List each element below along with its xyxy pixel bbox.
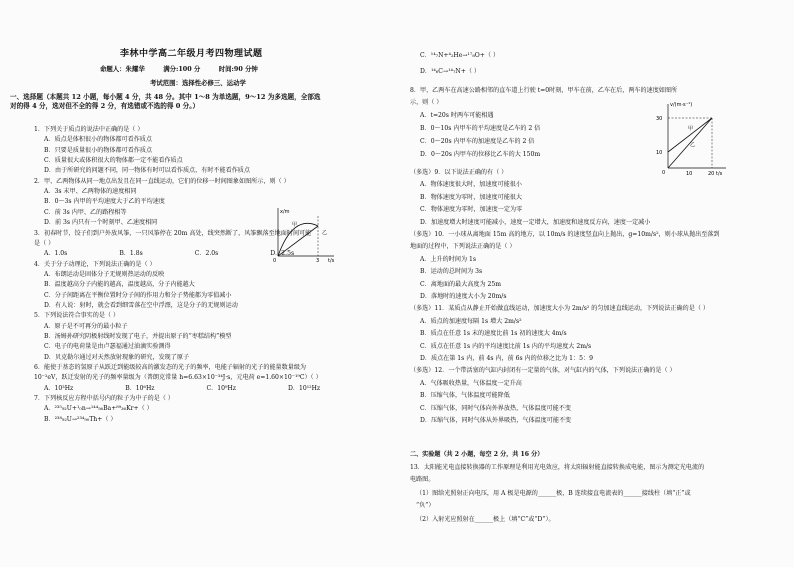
- st-series-a-label: 甲: [292, 222, 298, 228]
- vt-xlabel: t/s: [716, 171, 723, 177]
- option-line: C．分子间距离在平衡位置时分子间的作用力和分子势能都为零值减小: [44, 291, 232, 299]
- question-8-option: B．0～10s 内甲车的平均速度是乙车的 2 倍: [420, 125, 541, 132]
- question-8-stem-cont: 示，则（ ）: [410, 99, 443, 106]
- st-xlabel: t/s: [328, 258, 335, 264]
- question-8-option: A．t=20s 时两车可能相遇: [420, 112, 494, 119]
- option-line: B．²³⁸₉₂U→²³⁴₉₀Th+（ ）: [44, 415, 117, 423]
- question-line: （多选）10．一小球从离地面 15m 高的地方，以 10m/s 的速度竖直向上抛出，g=10m/s²，则小球从抛出至落到: [410, 231, 720, 238]
- question-8-option: C．0～20s 内甲车的加速度是乙车的 2 倍: [420, 138, 535, 145]
- question-8-option: D．0～20s 内甲车的位移比乙车的大 150m: [420, 151, 541, 158]
- option-line: A．3s 末甲、乙两物体的速度相同: [44, 188, 137, 196]
- option-line: A．物体速度很大时，加速度可能很小: [420, 181, 522, 189]
- vt-ylabel: v/(m·s⁻¹): [670, 102, 693, 108]
- option-line: D．贝克勒尔通过对天然放射现象的研究，发现了原子: [44, 353, 190, 361]
- question-13-stem-cont: 电路图。: [410, 476, 435, 483]
- inline-options: [44, 386, 372, 392]
- question-line: （多选）9．以下说法正确的有（ ）: [410, 169, 508, 176]
- question-line: 是（ ）: [34, 239, 55, 247]
- question-line: 1．下列关于质点的说法中正确的是（ ）: [34, 126, 144, 133]
- question-line: 地面的过程中，下列说法正确的是（ ）: [410, 243, 516, 251]
- option-line: C．压缩气体，同时气体向外界放热，气体温度可能不变: [420, 404, 571, 412]
- vt-series-a-label: 甲: [688, 126, 694, 132]
- vt-ytick-30: 30: [656, 116, 663, 122]
- vt-xtick-10: 10: [686, 171, 693, 177]
- section-1-heading-line1: 一、选择题（本题共 12 小题，每小题 4 分，共 48 分。其中 1～8 为单选题，9～12 为多选题，全部选: [10, 93, 321, 101]
- question-13-part-2: （2）入射光应照射在______极上（填“C”或“D”）。: [416, 516, 555, 523]
- full-score: 满分:100 分: [163, 65, 201, 73]
- option-line: C．前 3s 内甲、乙的路程相等: [44, 208, 127, 216]
- option-line: C．物体速度为零时，加速度一定为零: [420, 206, 523, 214]
- option-line: D．由于所研究的问题不同，同一物体有时可以看作质点，有时不能看作质点: [44, 167, 250, 175]
- option-line: D．加速度增大时速度可能减小，速度一定增大，加速度和速度反方向，速度一定减小: [420, 218, 651, 226]
- option-line: C．¹⁴₇N+⁴₂He→¹⁷₈O+（ ）: [420, 52, 499, 59]
- author: 命题人：朱耀华: [100, 65, 145, 73]
- option-line: A．质点是体积很小的物体都可看作质点: [44, 136, 152, 144]
- option-line: A．²³⁵₉₂U+¹₀n→¹⁴⁴₅₆Ba+⁸⁹₃₆Kr+（ ）: [44, 405, 153, 413]
- vt-series-b-label: 乙: [690, 142, 696, 148]
- velocity-time-graph: [650, 98, 730, 178]
- st-line-b: [278, 226, 318, 256]
- option-line: D．落地时的速度大小为 20m/s: [420, 293, 507, 300]
- question-line: 6．能使于基态的氢原子从跃迁到能级较高的激发态的光子的频率，电能子辐射的光子的能量数量级为: [34, 364, 307, 372]
- option-line: D．有人说：射时，就会看到细雪落在空中浮漂，这是分子的无规则运动: [44, 301, 238, 309]
- vt-xtick-20: 20: [708, 171, 715, 177]
- option-line: D．压缩气体，同时气体从外界吸热，气体温度可能不变: [420, 417, 572, 424]
- question-line: （多选）11．某质点从静止开始做直线运动，加速度大小为 2m/s² 的匀加速直线运动，下列说法正确的是（ ）: [410, 305, 709, 313]
- option-line: B．压缩气体，气体温度可能降低: [420, 392, 510, 400]
- option-line: B．汤姆孙研究阴极射线时发现了电子，并提出原子的“枣糕结构”模型: [44, 333, 232, 340]
- option-line: B．0～3s 内甲的平均速度大于乙的平均速度: [44, 198, 165, 206]
- option-line: C．质量很大或体积很大的物体都一定不能看作质点: [44, 157, 183, 165]
- exam-time: 时间:90 分钟: [218, 65, 258, 73]
- option-line: C．电子的电荷量是由卢瑟福通过油滴实验测得: [44, 343, 171, 351]
- option-item: B．10⁶Hz: [125, 384, 155, 392]
- question-8-stem: 8．甲、乙两车在高速公路相邻的直车道上行驶 t=0时刻，甲车在前，乙车在后，两车的速度如图所: [410, 87, 678, 94]
- option-line: A．原子是不可再分的最小粒子: [44, 322, 128, 330]
- question-line: 7．下列核反应方程中括号内的粒子为中子的是（ ）: [34, 395, 174, 403]
- question-line: 4．关于分子动理论，下列说法正确的是（ ）: [34, 260, 156, 268]
- option-line: B．温度越高分子内能的越高，温度越高，分子内能越大: [44, 281, 195, 289]
- option-line: A．气体吸收热量，气体温度一定升高: [420, 379, 522, 387]
- question-line: （多选）12．一个带活塞的气缸内封闭有一定量的气体，对气缸内的气体，下列说法正确的是（ ）: [410, 367, 676, 375]
- option-line: D．质点在第 1s 内，前 4s 内，前 6s 内的位移之比为 1：5：9: [420, 355, 593, 362]
- option-line: B．质点在任意 1s 末的速度比前 1s 初的速度大 4m/s: [420, 330, 567, 338]
- option-item: D．10¹²Hz: [288, 384, 321, 392]
- option-item: B．1.8s: [119, 250, 143, 258]
- position-time-graph: [268, 204, 338, 264]
- st-origin: 0: [273, 258, 277, 264]
- exam-scope: 考试范围：选择性必修三、运动学: [150, 79, 246, 87]
- option-line: C．质点在任意 1s 内的平均速度比前 1s 内的平均速度大 2m/s: [420, 342, 592, 350]
- section-2-heading: 二、实验题（共 2 小题，每空 2 分，共 16 分）: [410, 451, 544, 458]
- section-1-heading-line2: 对的得 4 分，选对但不全的得 2 分，有选错或不选的得 0 分。）: [10, 101, 200, 110]
- exam-meta: [100, 64, 258, 73]
- st-series-b-label: 乙: [322, 230, 328, 236]
- option-item: A．10³Hz: [44, 384, 74, 392]
- option-line: D．前 3s 内只有一个时刻甲、乙速度相同: [44, 219, 158, 227]
- section-1-heading: [10, 93, 400, 111]
- option-line: B．物体速度为零时，加速度可能很大: [420, 193, 522, 201]
- option-line: A．上升的时间为 1s: [420, 255, 476, 263]
- question-13-stem: 13．太阳能光电直接转换器的工作原理是利用光电效应，将太阳辐射能直接转换成电能，图示为测定光电流的: [410, 464, 705, 471]
- option-line: B．只要是质量很小的物体都可看作质点: [44, 146, 153, 154]
- option-item: C．10⁹Hz: [206, 384, 236, 392]
- question-line: 3．初春时节，饺子们到户外放风筝，一只风筝停在 20m 高处，线突然断了，风筝飘落至地面时间可能: [34, 229, 312, 237]
- option-line: A．质点的加速度每隔 1s 增大 2m/s²: [420, 317, 522, 325]
- vt-ytick-10: 10: [656, 150, 663, 156]
- option-line: B．运动的总时间为 3s: [420, 268, 483, 276]
- option-item: C．2.0s: [194, 250, 219, 258]
- option-item: A．1.0s: [44, 250, 68, 258]
- option-line: D．¹⁴₆C→¹⁴₇N+（ ）: [420, 68, 480, 75]
- option-item: D．2.5s: [270, 250, 295, 258]
- question-13-part-1-cont: “负”）: [416, 502, 435, 509]
- exam-title: 李林中学高二年级月考四物理试题: [120, 49, 263, 59]
- option-line: A．布朗运动是固体分子无规则热运动的反映: [44, 270, 165, 278]
- question-line: 2．甲、乙两物体从同一地点出发且在同一直线运动，它们的位移一时间图象如图所示，则（ ）: [34, 177, 290, 185]
- option-line: C．离地面的最大高度为 25m: [420, 280, 502, 288]
- question-13-part-1: （1）图给光照射正向电压，用 A 极是电源的______极，B 连续接直电流表的______接线柱（填“正”或: [416, 490, 691, 497]
- st-ylabel: x/m: [280, 209, 290, 215]
- vt-origin: 0: [662, 170, 666, 176]
- st-xtick-3: 3: [316, 258, 320, 264]
- question-line: 5．下列说法符合事实的是（ ）: [34, 312, 120, 320]
- question-line: 10⁻²eV，跃迁发射的光子的频率量级为（普朗克常量 h=6.63×10⁻³⁴J·s，元电荷 e=1.60×10⁻¹⁹C）（ ）: [34, 374, 322, 382]
